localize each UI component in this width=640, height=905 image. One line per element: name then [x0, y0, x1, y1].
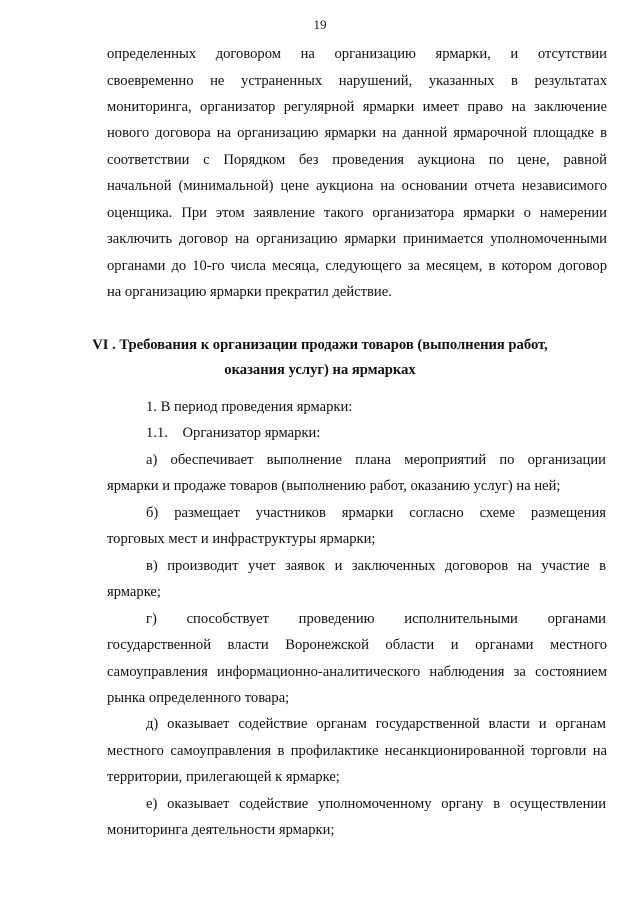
item-d: территории, прилегающей к ярмарке; — [107, 769, 340, 785]
item-a: ярмарки и продаже товаров (выполнению работ, оказанию услуг) на ней; — [107, 478, 561, 494]
item-d: д) оказывает содействие органам государственной власти и органам — [146, 716, 606, 732]
item-d: местного самоуправления в профилактике несанкционированной торговли на — [107, 743, 607, 759]
paragraph-line: оценщика. При этом заявление такого организатора ярмарки о намерении — [107, 205, 607, 221]
item-e: е) оказывает содействие уполномоченному органу в осуществлении — [146, 796, 606, 812]
item-b: б) размещает участников ярмарки согласно схеме размещения — [146, 505, 606, 521]
paragraph-line: заключить договор на организацию ярмарки принимается уполномоченными — [107, 231, 607, 247]
section-heading: VI . Требования к организации продажи товаров (выполнения работ, — [92, 337, 548, 353]
section-heading: оказания услуг) на ярмарках — [224, 362, 416, 378]
item-v: ярмарке; — [107, 584, 161, 600]
item-g: г) способствует проведению исполнительными органами — [146, 611, 606, 627]
item-b: торговых мест и инфраструктуры ярмарки; — [107, 531, 376, 547]
paragraph-line: своевременно не устраненных нарушений, указанных в результатах — [107, 73, 607, 89]
paragraph-line: соответствии с Порядком без проведения аукциона по цене, равной — [107, 152, 607, 168]
item-a: а) обеспечивает выполнение плана мероприятий по организации — [146, 452, 606, 468]
paragraph-line: на организацию ярмарки прекратил действие. — [107, 284, 392, 300]
item-1-1: 1.1. Организатор ярмарки: — [146, 425, 321, 441]
item-1: 1. В период проведения ярмарки: — [146, 399, 353, 415]
paragraph-line: мониторинга, организатор регулярной ярмарки имеет право на заключение — [107, 99, 607, 115]
item-e: мониторинга деятельности ярмарки; — [107, 822, 335, 838]
item-g: государственной власти Воронежской области и органами местного — [107, 637, 607, 653]
paragraph-line: начальной (минимальной) цене аукциона на основании отчета независимого — [107, 178, 607, 194]
item-g: рынка определенного товара; — [107, 690, 290, 706]
paragraph-line: нового договора на организацию ярмарки на данной ярмарочной площадке в — [107, 125, 607, 141]
paragraph-line: определенных договором на организацию ярмарки, и отсутствии — [107, 46, 607, 62]
item-g: самоуправления информационно-аналитического наблюдения за состоянием — [107, 664, 607, 680]
page-number: 19 — [313, 17, 327, 32]
paragraph-line: органами до 10-го числа месяца, следующего за месяцем, в котором договор — [107, 258, 607, 274]
item-v: в) производит учет заявок и заключенных договоров на участие в — [146, 558, 606, 574]
